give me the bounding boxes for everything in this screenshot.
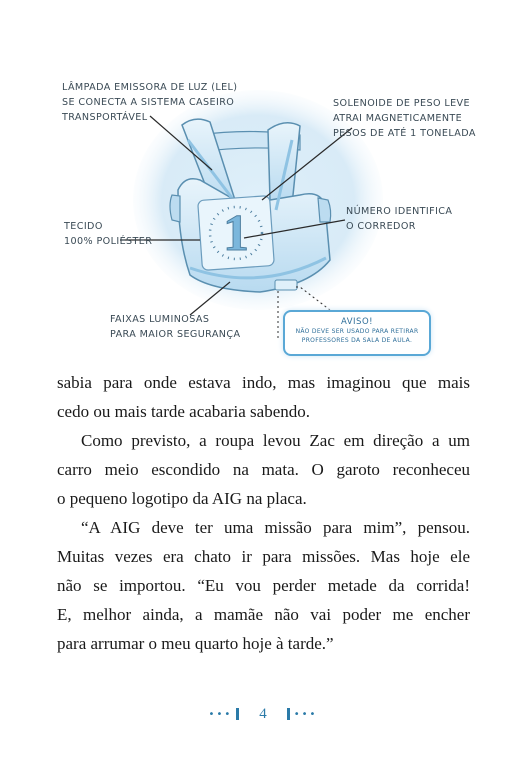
vest-illustration [0, 0, 526, 360]
body-text [57, 368, 470, 658]
warning-line: NÃO DEVE SER USADO PARA RETIRAR [295, 328, 419, 335]
label-fabric: TECIDO 100% POLIÉSTER [64, 221, 153, 247]
warning-line: PROFESSORES DA SALA DE AULA. [301, 337, 413, 344]
page-footer [0, 705, 526, 725]
paragraph: sabia para onde estava indo, mas imaginou que mais cedo ou mais tarde acabaria sabendo. [57, 373, 470, 421]
footer-ornament-right: ••• [293, 708, 318, 720]
vest-drawing [0, 0, 526, 360]
warning-title: AVISO! [340, 317, 374, 327]
warning-box [283, 310, 431, 356]
label-stripes: FAIXAS LUMINOSAS PARA MAIOR SEGURANÇA [110, 314, 241, 340]
paragraph: Como previsto, a roupa levou Zac em direção a um carro meio escondido na mata. O garoto reconheceu o pequeno logotipo da AIG na placa. [57, 431, 470, 508]
footer-bar-right [287, 708, 290, 720]
vest-left-side [170, 195, 180, 222]
footer-bar-left [236, 708, 239, 720]
paragraph: “A AIG deve ter uma missão para mim”, pensou. Muitas vezes era chato ir para missões. Mas hoje ele não se importou. “Eu vou perder metade da corrida! E, melhor ainda, a mamãe não vai poder me encher para arrumar o meu quarto hoje à tarde.” [57, 518, 470, 653]
label-lamp: LÂMPADA EMISSORA DE LUZ (LEL) SE CONECTA A SISTEMA CASEIRO TRANSPORTÁVEL [62, 82, 238, 123]
page-number: 4 [259, 705, 267, 722]
vest-right-side [318, 198, 331, 222]
label-number: NÚMERO IDENTIFICA O CORREDOR [346, 206, 453, 232]
label-solenoid: SOLENOIDE DE PESO LEVE ATRAI MAGNETICAMENTE PESOS DE ATÉ 1 TONELADA [333, 98, 476, 139]
vest-number: 1 [223, 205, 249, 262]
footer-ornament-left: ••• [208, 708, 233, 720]
solenoid-pocket [275, 280, 297, 290]
